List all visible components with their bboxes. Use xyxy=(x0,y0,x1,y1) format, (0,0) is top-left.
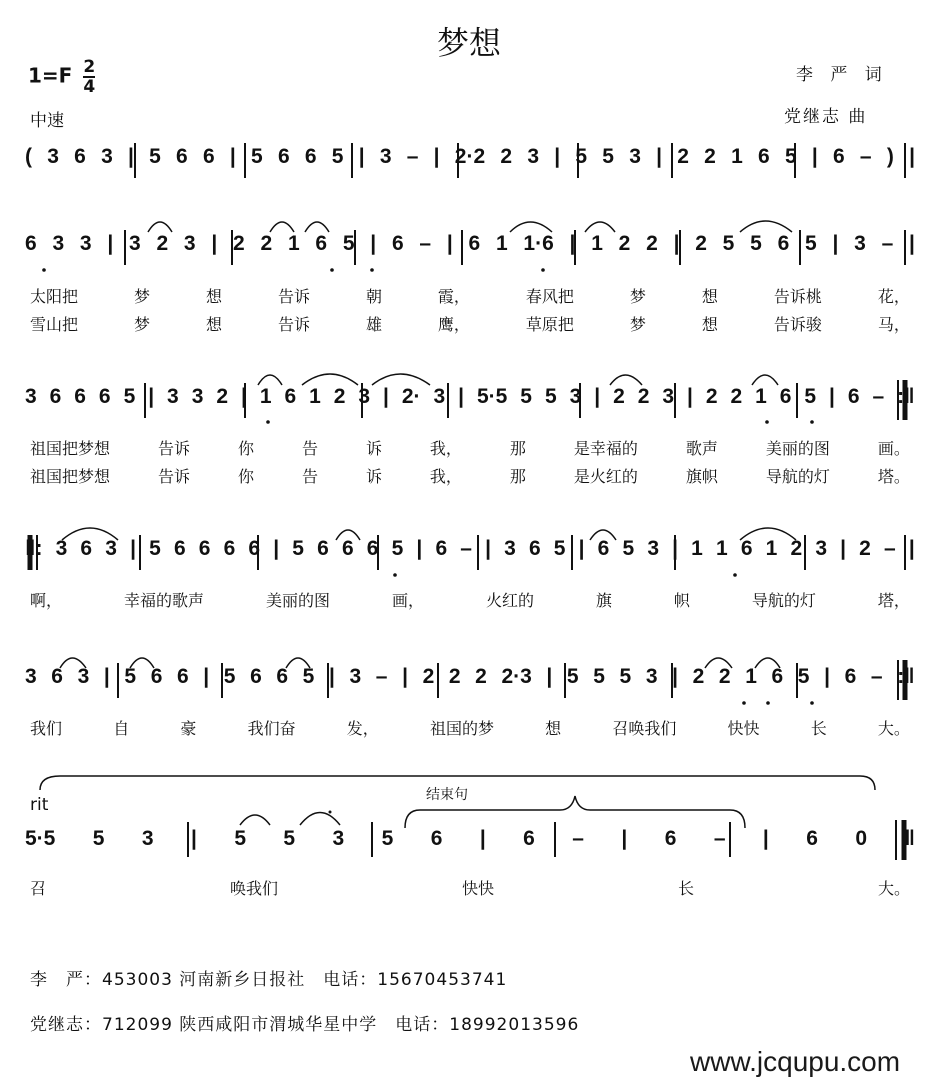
score-line-2 xyxy=(25,232,915,256)
token: – xyxy=(713,827,726,850)
token: 6 xyxy=(80,537,93,560)
token: 3 xyxy=(815,537,827,560)
token: 5 xyxy=(149,145,161,168)
ritardando-mark: rit xyxy=(30,795,49,815)
token: | xyxy=(762,827,769,850)
token: 6 xyxy=(248,537,261,560)
token: 雪山把 xyxy=(30,315,79,334)
lyric-line-2b xyxy=(30,312,910,335)
contact-composer: 党继志：712099 陕西咸阳市渭城华星中学 电话：18992013596 xyxy=(30,1015,580,1035)
token: 3 xyxy=(332,827,345,850)
token: – xyxy=(872,385,885,408)
token: 1 xyxy=(755,385,767,408)
token: | xyxy=(191,827,197,850)
token: :‖ xyxy=(897,665,915,688)
token: 火红的 xyxy=(485,591,534,610)
token: 6 xyxy=(806,827,818,850)
token: 2 xyxy=(475,665,487,688)
token: | xyxy=(824,665,830,688)
token: 6 xyxy=(198,537,211,560)
token: 3 xyxy=(129,232,141,255)
token: 3 xyxy=(629,145,641,168)
token: | xyxy=(383,385,389,408)
tempo-marking: 中速 xyxy=(30,111,64,131)
time-bottom: 4 xyxy=(83,77,96,97)
token: 2 xyxy=(156,232,169,255)
token: 5 xyxy=(391,537,404,560)
token: ) xyxy=(886,145,894,168)
token: 6 xyxy=(276,665,289,688)
token: | xyxy=(148,385,155,408)
token: | xyxy=(370,232,377,255)
token: 3 xyxy=(854,232,866,255)
token: | xyxy=(569,232,576,255)
token: 3 xyxy=(358,385,371,408)
token: 2· xyxy=(401,385,421,408)
token: 2 xyxy=(637,385,650,408)
ending-label: 结束句 xyxy=(426,787,468,803)
token: 6 xyxy=(202,145,215,168)
token: 告 xyxy=(301,439,318,458)
token: 告诉 xyxy=(157,439,190,458)
token: 长 xyxy=(810,719,827,738)
token: 3 xyxy=(527,145,539,168)
token: 2·3 xyxy=(501,665,532,688)
token: | xyxy=(402,665,408,688)
token: 6 xyxy=(317,537,329,560)
token: 2 xyxy=(233,232,245,255)
token: 3 xyxy=(101,145,113,168)
token: | xyxy=(673,232,680,255)
token: 6 xyxy=(528,537,541,560)
token: | xyxy=(909,145,915,168)
token: – xyxy=(572,827,584,850)
lyric-line-4 xyxy=(30,588,910,611)
token: 马， xyxy=(877,315,910,334)
token: 祖国把梦想 xyxy=(30,467,111,486)
token: 导航的灯 xyxy=(765,467,830,486)
token: :‖ xyxy=(897,385,915,408)
score-line-4 xyxy=(25,537,915,561)
lyric-line-6 xyxy=(30,876,910,899)
token: | xyxy=(832,232,839,255)
token: 5 xyxy=(575,145,588,168)
token: 3 xyxy=(433,385,446,408)
token: 5 xyxy=(619,665,632,688)
token: 2 xyxy=(618,232,631,255)
token: | xyxy=(103,665,110,688)
token: 是火红的 xyxy=(573,467,638,486)
token: 5 xyxy=(784,145,797,168)
token: 梦 xyxy=(629,287,646,306)
token: 3 xyxy=(47,145,59,168)
token: 长 xyxy=(677,879,694,898)
token: 告诉 xyxy=(277,315,310,334)
token: 3 xyxy=(183,232,196,255)
token: 6 xyxy=(847,385,860,408)
token: 想 xyxy=(205,287,222,306)
token: 1 xyxy=(745,665,757,688)
token: 豪 xyxy=(180,719,197,738)
token: 6 xyxy=(435,537,448,560)
token: 梦 xyxy=(629,315,646,334)
token: 3 xyxy=(77,665,90,688)
token: 画。 xyxy=(877,439,910,458)
token: | xyxy=(358,145,365,168)
token: 那 xyxy=(509,467,526,486)
token: 2 xyxy=(448,665,461,688)
token: | xyxy=(130,537,136,560)
token: 1·6 xyxy=(523,232,554,255)
token: 6 xyxy=(771,665,784,688)
token: 6 xyxy=(777,232,790,255)
token: | xyxy=(458,385,465,408)
token: 5 xyxy=(804,385,817,408)
token: 3 xyxy=(52,232,65,255)
token: 3 xyxy=(349,665,362,688)
token: – xyxy=(859,145,872,168)
token: ( xyxy=(25,145,32,168)
token: 5·5 xyxy=(25,827,56,850)
token: | xyxy=(128,145,134,168)
token: 1 xyxy=(309,385,321,408)
token: 5 xyxy=(283,827,296,850)
token: | xyxy=(840,537,847,560)
token: 2 xyxy=(613,385,625,408)
token: | xyxy=(672,537,679,560)
token: 花， xyxy=(877,287,910,306)
token: 2 xyxy=(859,537,871,560)
token: 霞， xyxy=(437,287,470,306)
token: 2 xyxy=(646,232,658,255)
token: | xyxy=(908,537,915,560)
token: 2 xyxy=(705,385,718,408)
token: 快快 xyxy=(727,719,760,738)
token: | xyxy=(240,385,247,408)
token: 想 xyxy=(205,315,222,334)
token: 5 xyxy=(342,232,355,255)
token: 6 xyxy=(304,145,317,168)
token: 6 xyxy=(284,385,297,408)
token: | xyxy=(546,665,553,688)
token: 5 xyxy=(593,665,605,688)
lyric-line-2a xyxy=(30,284,910,307)
token: 1 xyxy=(731,145,743,168)
token: 6 xyxy=(664,827,677,850)
token: 6 xyxy=(49,385,62,408)
token: | xyxy=(433,145,440,168)
token: 塔。 xyxy=(877,467,910,486)
token: 6 xyxy=(832,145,845,168)
token: 草原把 xyxy=(525,315,574,334)
token: 5 xyxy=(566,665,579,688)
token: 5 xyxy=(149,537,161,560)
lyric-line-3a xyxy=(30,436,910,459)
token: | xyxy=(672,665,678,688)
token: 2 xyxy=(790,537,803,560)
token: 2 xyxy=(730,385,743,408)
token: 太阳把 xyxy=(30,287,79,306)
token: | xyxy=(203,665,210,688)
token: 2·2 xyxy=(454,145,486,168)
token: 美丽的图 xyxy=(765,439,830,458)
token: 1 xyxy=(591,232,603,255)
token: 3 xyxy=(504,537,516,560)
token: 6 xyxy=(176,145,188,168)
token: 3 xyxy=(25,385,37,408)
token: 0 xyxy=(855,827,868,850)
token: 诉 xyxy=(365,439,382,458)
token: 祖国的梦 xyxy=(429,719,494,738)
token: | xyxy=(686,385,693,408)
token: 6 xyxy=(74,385,86,408)
token: | xyxy=(211,232,218,255)
token: 告诉骏 xyxy=(773,315,822,334)
token: 6 xyxy=(98,385,111,408)
token: 6 xyxy=(25,232,37,255)
token: | xyxy=(107,232,114,255)
token: 6 xyxy=(51,665,63,688)
token: – xyxy=(419,232,432,255)
token: 召 xyxy=(30,879,47,898)
token: 那 xyxy=(509,439,526,458)
token: 6 xyxy=(779,385,792,408)
token: 3 xyxy=(79,232,92,255)
token: 告 xyxy=(301,467,318,486)
token: 告诉 xyxy=(157,467,190,486)
lyric-line-3b xyxy=(30,464,910,487)
token: 5 xyxy=(331,145,344,168)
token: 美丽的图 xyxy=(265,591,330,610)
token: – xyxy=(881,232,894,255)
token: 6 xyxy=(341,537,354,560)
token: 6 xyxy=(173,537,186,560)
token: 5·5 xyxy=(476,385,508,408)
lyricist-credit: 李 严 词 xyxy=(796,65,888,85)
token: 鹰， xyxy=(437,315,470,334)
token: 6 xyxy=(430,827,443,850)
composer-credit: 党继志 曲 xyxy=(784,107,868,127)
token: 3 xyxy=(167,385,179,408)
token: | xyxy=(554,145,561,168)
token: 旗帜 xyxy=(685,467,718,486)
token: 想 xyxy=(545,719,562,738)
token: 唤我们 xyxy=(229,879,278,898)
token: 啊， xyxy=(30,591,63,610)
token: 我们奋 xyxy=(247,719,296,738)
token: 6 xyxy=(391,232,404,255)
token: 2 xyxy=(677,145,689,168)
token: | xyxy=(416,537,423,560)
token: 快快 xyxy=(461,879,494,898)
token: 1 xyxy=(765,537,778,560)
token: 5 xyxy=(381,827,394,850)
token: 6 xyxy=(277,145,290,168)
token: 5 xyxy=(234,827,246,850)
token: 6 xyxy=(740,537,753,560)
token: 1 xyxy=(495,232,508,255)
token: 春风把 xyxy=(525,287,574,306)
token: | xyxy=(273,537,280,560)
token: 3 xyxy=(379,145,392,168)
token: | xyxy=(485,537,491,560)
token: 2 xyxy=(692,665,705,688)
token: 6 xyxy=(315,232,328,255)
token: 1 xyxy=(287,232,300,255)
token: | xyxy=(328,665,335,688)
token: 5 xyxy=(251,145,263,168)
token: 5 xyxy=(520,385,532,408)
token: 5 xyxy=(123,385,136,408)
token: 2 xyxy=(695,232,707,255)
token: 3 xyxy=(25,665,37,688)
token: 3 xyxy=(569,385,582,408)
token: 我们 xyxy=(30,719,63,738)
token: 6 xyxy=(844,665,857,688)
token: 2 xyxy=(216,385,229,408)
token: 6 xyxy=(74,145,86,168)
token: 2 xyxy=(422,665,435,688)
token: 歌声 xyxy=(685,439,718,458)
token: 2 xyxy=(718,665,731,688)
token: 你 xyxy=(237,467,254,486)
token: 6 xyxy=(176,665,189,688)
time-top: 2 xyxy=(83,57,96,77)
token: 6 xyxy=(223,537,236,560)
token: – xyxy=(375,665,388,688)
token: 雄 xyxy=(365,315,382,334)
token: 我， xyxy=(429,439,462,458)
token: 1 xyxy=(716,537,728,560)
token: 诉 xyxy=(365,467,382,486)
token: 6 xyxy=(250,665,262,688)
token: 你 xyxy=(237,439,254,458)
token: 6 xyxy=(150,665,163,688)
token: 3 xyxy=(105,537,117,560)
token: | xyxy=(656,145,663,168)
token: 导航的灯 xyxy=(751,591,816,610)
token: ‖: xyxy=(25,537,43,560)
token: – xyxy=(460,537,472,560)
token: 3 xyxy=(647,537,659,560)
token: 5 xyxy=(124,665,137,688)
token: 祖国把梦想 xyxy=(30,439,111,458)
token: 旗 xyxy=(595,591,612,610)
token: 大。 xyxy=(877,719,910,738)
token: 幸福的歌声 xyxy=(123,591,204,610)
token: 3 xyxy=(141,827,154,850)
score-line-3 xyxy=(25,385,915,409)
token: 告诉 xyxy=(277,287,310,306)
token: | xyxy=(829,385,835,408)
token: 6 xyxy=(468,232,481,255)
token: 想 xyxy=(701,315,718,334)
token: 2 xyxy=(500,145,513,168)
token: 3 xyxy=(645,665,658,688)
token: 2 xyxy=(260,232,273,255)
token: 画， xyxy=(391,591,424,610)
token: 梦 xyxy=(133,287,150,306)
token: 塔， xyxy=(877,591,910,610)
token: | xyxy=(621,827,628,850)
lyric-line-5 xyxy=(30,716,910,739)
token: – xyxy=(870,665,883,688)
token: 6 xyxy=(523,827,535,850)
token: | xyxy=(909,232,915,255)
token: | xyxy=(446,232,453,255)
token: 1 xyxy=(259,385,272,408)
token: 5 xyxy=(302,665,315,688)
token: 梦 xyxy=(133,315,150,334)
token: 5 xyxy=(722,232,735,255)
token: 5 xyxy=(223,665,236,688)
token: 3 xyxy=(662,385,675,408)
token: 5 xyxy=(602,145,614,168)
token: ‖ xyxy=(904,827,915,850)
score-line-5 xyxy=(25,665,915,689)
key-text: 1=F xyxy=(28,63,73,88)
token: 3 xyxy=(191,385,204,408)
token: 5 xyxy=(622,537,635,560)
token: 3 xyxy=(55,537,68,560)
token: 6 xyxy=(758,145,770,168)
song-title: 梦想 xyxy=(436,24,501,62)
token: | xyxy=(578,537,585,560)
token: 想 xyxy=(701,287,718,306)
token: 6 xyxy=(597,537,610,560)
token: | xyxy=(229,145,236,168)
token: 5 xyxy=(750,232,762,255)
token: 2 xyxy=(333,385,346,408)
token: 大。 xyxy=(877,879,910,898)
watermark: www.jcqupu.com xyxy=(690,1046,901,1077)
token: 2 xyxy=(704,145,716,168)
token: 5 xyxy=(553,537,566,560)
score-line-6 xyxy=(25,827,915,851)
token: 6 xyxy=(366,537,379,560)
token: | xyxy=(594,385,601,408)
score-line-1 xyxy=(25,145,915,169)
token: 1 xyxy=(691,537,703,560)
token: 5 xyxy=(805,232,817,255)
token: 发， xyxy=(346,719,379,738)
token: – xyxy=(884,537,896,560)
token: 5 xyxy=(292,537,304,560)
token: 5 xyxy=(92,827,105,850)
contact-lyricist: 李 严：453003 河南新乡日报社 电话：15670453741 xyxy=(30,970,508,990)
token: | xyxy=(479,827,486,850)
token: 帜 xyxy=(673,591,690,610)
token: 召唤我们 xyxy=(612,719,677,738)
token: | xyxy=(811,145,818,168)
token: 朝 xyxy=(365,287,382,306)
token: 5 xyxy=(797,665,810,688)
token: 自 xyxy=(113,719,130,738)
token: 告诉桃 xyxy=(773,287,822,306)
token: – xyxy=(406,145,419,168)
token: 我， xyxy=(429,467,462,486)
token: 是幸福的 xyxy=(573,439,638,458)
token: 5 xyxy=(544,385,557,408)
